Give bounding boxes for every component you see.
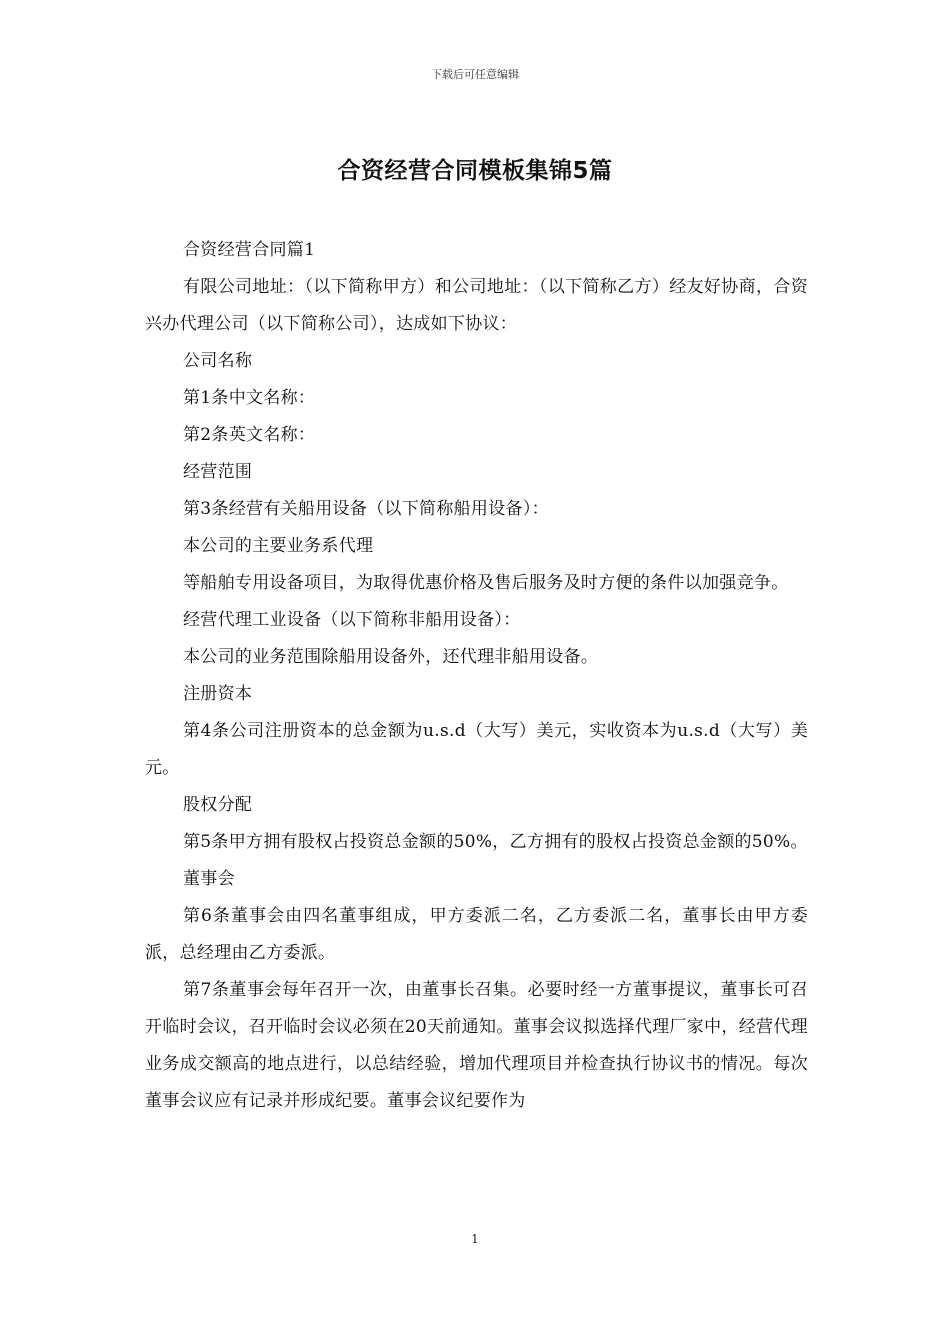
paragraph-article-5: 第5条甲方拥有股权占投资总金额的50%，乙方拥有的股权占投资总金额的50%。 — [183, 832, 808, 852]
paragraph-business-range: 本公司的业务范围除船用设备外，还代理非船用设备。 — [183, 647, 599, 667]
paragraph-marine-equipment: 等船舶专用设备项目，为取得优惠价格及售后服务及时方便的条件以加强竞争。 — [183, 573, 789, 593]
paragraph-section-heading: 合资经营合同篇1 — [183, 240, 316, 260]
paragraph-scope-heading: 经营范围 — [183, 462, 253, 482]
header-note: 下载后可任意编辑 — [431, 68, 519, 81]
paragraph-board-heading: 董事会 — [183, 869, 235, 889]
paragraph-parties: 有限公司地址：（以下简称甲方）和公司地址：（以下简称乙方）经友好协商，合资兴办代理公司（以下简称公司），达成如下协议： — [145, 277, 808, 334]
document-body — [145, 232, 808, 1120]
paragraph-capital-heading: 注册资本 — [183, 684, 253, 704]
document-title: 合资经营合同模板集锦5篇 — [337, 158, 613, 184]
paragraph-article-1: 第1条中文名称： — [183, 388, 316, 408]
paragraph-article-2: 第2条英文名称： — [183, 425, 316, 445]
paragraph-main-business: 本公司的主要业务系代理 — [183, 536, 374, 556]
paragraph-equity-heading: 股权分配 — [183, 795, 253, 815]
paragraph-article-7: 第7条董事会每年召开一次，由董事长召集。必要时经一方董事提议，董事长可召开临时会议，召开临时会议必须在20天前通知。董事会议拟选择代理厂家中，经营代理业务成交额高的地点进行，以总结经验，增加代理项目并检查执行协议书的情况。每次董事会议应有记录并形成纪要。董事会议纪要作为 — [145, 980, 808, 1111]
paragraph-company-name-heading: 公司名称 — [183, 351, 253, 371]
page-number: 1 — [471, 1232, 479, 1246]
paragraph-article-4: 第4条公司注册资本的总金额为u.s.d（大写）美元，实收资本为u.s.d（大写）美元。 — [145, 721, 808, 778]
paragraph-article-6: 第6条董事会由四名董事组成，甲方委派二名，乙方委派二名，董事长由甲方委派，总经理由乙方委派。 — [145, 906, 808, 963]
paragraph-industrial-equipment: 经营代理工业设备（以下简称非船用设备）： — [183, 610, 521, 630]
paragraph-article-3: 第3条经营有关船用设备（以下简称船用设备）： — [183, 499, 549, 519]
